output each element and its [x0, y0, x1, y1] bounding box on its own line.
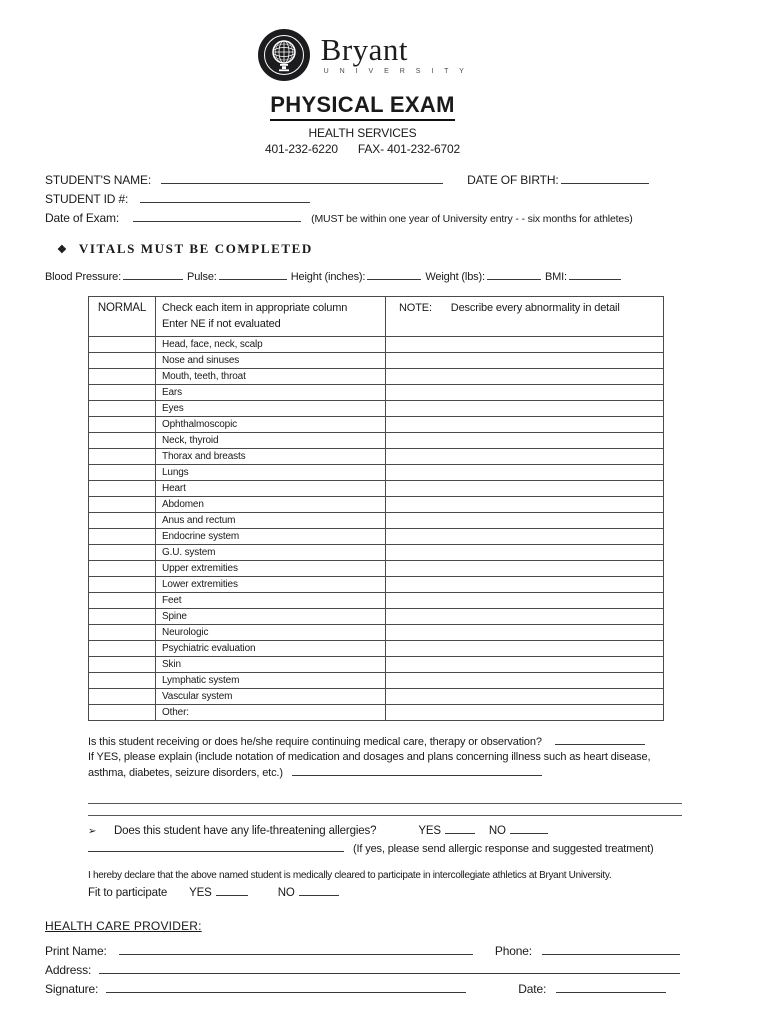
- university-logo: [45, 26, 680, 84]
- abnormality-note-cell[interactable]: [386, 529, 664, 545]
- allergy-detail-row: [88, 841, 682, 855]
- exam-item-label: Lower extremities: [156, 577, 386, 593]
- abnormality-note-cell[interactable]: [386, 417, 664, 433]
- allergy-note-text: (If yes, please send allergic response and suggested treatment): [353, 843, 654, 855]
- explanation-writing-line[interactable]: [88, 804, 682, 816]
- normal-check-cell[interactable]: [89, 513, 156, 529]
- student-id-row: [45, 190, 680, 208]
- university-subtitle: U N I V E R S I T Y: [323, 67, 469, 75]
- normal-column-header: NORMAL: [89, 297, 156, 337]
- blood-pressure-label: Blood Pressure:: [45, 271, 122, 283]
- normal-check-cell[interactable]: [89, 561, 156, 577]
- abnormality-note-cell[interactable]: [386, 561, 664, 577]
- abnormality-note-cell[interactable]: [386, 353, 664, 369]
- exam-table-row: [89, 625, 664, 641]
- exam-table: [88, 296, 664, 721]
- provider-signature-row: [45, 981, 680, 998]
- exam-table-row: [89, 529, 664, 545]
- exam-item-label: Ears: [156, 385, 386, 401]
- address-field[interactable]: [99, 963, 680, 974]
- allergy-question-row: [88, 823, 682, 837]
- exam-item-label: Mouth, teeth, throat: [156, 369, 386, 385]
- exam-table-row: [89, 497, 664, 513]
- normal-check-cell[interactable]: [89, 497, 156, 513]
- abnormality-note-cell[interactable]: [386, 337, 664, 353]
- abnormality-note-cell[interactable]: [386, 689, 664, 705]
- allergy-detail-field[interactable]: [88, 841, 344, 852]
- exam-table-row: [89, 593, 664, 609]
- date-of-birth-label: DATE OF BIRTH:: [467, 173, 559, 187]
- exam-date-field[interactable]: [133, 211, 301, 222]
- exam-table-row: [89, 673, 664, 689]
- item-header-line2: Enter NE if not evaluated: [162, 318, 281, 330]
- normal-check-cell[interactable]: [89, 625, 156, 641]
- signature-field[interactable]: [106, 982, 466, 993]
- allergy-question-text: Does this student have any life-threatening allergies?: [114, 825, 377, 837]
- contact-line: [45, 142, 680, 156]
- normal-check-cell[interactable]: [89, 545, 156, 561]
- vitals-row: [45, 269, 680, 283]
- exam-table-row: [89, 545, 664, 561]
- care-explain-text: If YES, please explain (include notation of medication and dosages and plans concerning illness such as heart disease, asthma, diabetes, seizure disorders, etc.): [88, 751, 651, 779]
- exam-table-row: [89, 609, 664, 625]
- date-label: Date:: [518, 982, 547, 996]
- exam-item-label: Other:: [156, 705, 386, 721]
- care-explain-line: [88, 750, 682, 781]
- exam-date-row: [45, 209, 680, 228]
- abnormality-note-cell[interactable]: [386, 513, 664, 529]
- abnormality-note-cell[interactable]: [386, 545, 664, 561]
- provider-heading: HEALTH CARE PROVIDER:: [45, 919, 202, 933]
- signature-label: Signature:: [45, 982, 99, 996]
- exam-item-label: Heart: [156, 481, 386, 497]
- continuing-care-question-text: Is this student receiving or does he/she require continuing medical care, therapy or observation?: [88, 736, 542, 748]
- exam-item-label: G.U. system: [156, 545, 386, 561]
- exam-item-label: Abdomen: [156, 497, 386, 513]
- normal-check-cell[interactable]: [89, 529, 156, 545]
- phone-number: 401-232-6220: [264, 142, 338, 156]
- abnormality-note-cell[interactable]: [386, 385, 664, 401]
- normal-check-cell[interactable]: [89, 465, 156, 481]
- explanation-writing-line[interactable]: [88, 792, 682, 804]
- declaration-text: I hereby declare that the above named student is medically cleared to participate in intercollegiate athletics at Bryant University.: [88, 870, 612, 881]
- abnormality-note-cell[interactable]: [386, 593, 664, 609]
- date-of-birth-field[interactable]: [561, 173, 649, 184]
- exam-table-row: [89, 337, 664, 353]
- allergy-yes-label: YES: [418, 825, 441, 837]
- normal-check-cell[interactable]: [89, 385, 156, 401]
- abnormality-note-cell[interactable]: [386, 609, 664, 625]
- height-label: Height (inches):: [290, 271, 366, 283]
- normal-check-cell[interactable]: [89, 337, 156, 353]
- exam-item-label: Neck, thyroid: [156, 433, 386, 449]
- weight-label: Weight (lbs):: [425, 271, 485, 283]
- normal-check-cell[interactable]: [89, 673, 156, 689]
- vitals-heading-text: VITALS MUST BE COMPLETED: [78, 241, 313, 256]
- exam-table-header-row: [89, 297, 664, 337]
- normal-check-cell[interactable]: [89, 401, 156, 417]
- exam-item-label: Anus and rectum: [156, 513, 386, 529]
- normal-check-cell[interactable]: [89, 369, 156, 385]
- student-id-field[interactable]: [140, 192, 310, 203]
- abnormality-note-cell[interactable]: [386, 657, 664, 673]
- bmi-field[interactable]: [569, 269, 621, 280]
- exam-table-row: [89, 705, 664, 721]
- exam-table-row: [89, 689, 664, 705]
- fit-label: Fit to participate: [88, 887, 168, 899]
- normal-check-cell[interactable]: [89, 593, 156, 609]
- provider-address-row: [45, 962, 680, 979]
- exam-date-label: Date of Exam:: [45, 211, 120, 225]
- bmi-label: BMI:: [544, 271, 567, 283]
- exam-table-row: [89, 449, 664, 465]
- normal-check-cell[interactable]: [89, 641, 156, 657]
- pulse-label: Pulse:: [187, 271, 217, 283]
- normal-check-cell[interactable]: [89, 353, 156, 369]
- exam-table-row: [89, 369, 664, 385]
- normal-check-cell[interactable]: [89, 481, 156, 497]
- exam-table-row: [89, 657, 664, 673]
- abnormality-note-cell[interactable]: [386, 625, 664, 641]
- arrow-bullet-icon: ➢: [88, 826, 97, 837]
- normal-check-cell[interactable]: [89, 689, 156, 705]
- address-label: Address:: [45, 963, 92, 977]
- exam-table-row: [89, 577, 664, 593]
- normal-check-cell[interactable]: [89, 577, 156, 593]
- exam-date-note: (MUST be within one year of University entry - - six months for athletes): [311, 213, 633, 225]
- exam-item-label: Thorax and breasts: [156, 449, 386, 465]
- abnormality-note-cell[interactable]: [386, 369, 664, 385]
- normal-check-cell[interactable]: [89, 433, 156, 449]
- exam-item-label: Skin: [156, 657, 386, 673]
- exam-item-label: Feet: [156, 593, 386, 609]
- abnormality-note-cell[interactable]: [386, 449, 664, 465]
- student-name-field[interactable]: [161, 173, 443, 184]
- fit-to-participate-row: [88, 885, 682, 899]
- student-name-row: [45, 171, 680, 189]
- weight-field[interactable]: [487, 269, 541, 280]
- form-title: PHYSICAL EXAM: [270, 92, 454, 121]
- exam-table-row: [89, 417, 664, 433]
- note-column-header: [386, 297, 664, 337]
- pulse-field[interactable]: [219, 269, 287, 280]
- exam-table-row: [89, 641, 664, 657]
- fit-no-label: NO: [277, 887, 295, 899]
- normal-check-cell[interactable]: [89, 417, 156, 433]
- height-field[interactable]: [367, 269, 421, 280]
- exam-item-label: Eyes: [156, 401, 386, 417]
- university-wordmark: [320, 32, 469, 75]
- provider-phone-label: Phone:: [494, 944, 532, 958]
- normal-check-cell[interactable]: [89, 705, 156, 721]
- print-name-label: Print Name:: [45, 944, 107, 958]
- bryant-seal-icon: [257, 28, 311, 82]
- continuing-care-question: [88, 734, 682, 750]
- allergy-yes-field[interactable]: [445, 823, 475, 834]
- date-field[interactable]: [556, 982, 666, 993]
- print-name-field[interactable]: [119, 944, 473, 955]
- exam-table-row: [89, 433, 664, 449]
- exam-table-row: [89, 385, 664, 401]
- student-id-label: STUDENT ID #:: [45, 192, 129, 206]
- provider-section: [45, 919, 680, 998]
- item-header-line1: Check each item in appropriate column: [162, 302, 348, 314]
- fit-yes-field[interactable]: [216, 885, 248, 896]
- diamond-bullet-icon: ❖: [57, 244, 67, 256]
- abnormality-note-cell[interactable]: [386, 705, 664, 721]
- provider-phone-field[interactable]: [542, 944, 680, 955]
- abnormality-note-cell[interactable]: [386, 641, 664, 657]
- blood-pressure-field[interactable]: [123, 269, 183, 280]
- form-header: [45, 26, 680, 156]
- abnormality-note-cell[interactable]: [386, 481, 664, 497]
- note-header-label: NOTE:: [399, 302, 432, 314]
- fit-no-field[interactable]: [299, 885, 339, 896]
- allergy-no-label: NO: [488, 825, 506, 837]
- exam-table-row: [89, 481, 664, 497]
- exam-item-label: Vascular system: [156, 689, 386, 705]
- exam-item-label: Lungs: [156, 465, 386, 481]
- exam-item-label: Psychiatric evaluation: [156, 641, 386, 657]
- normal-check-cell[interactable]: [89, 609, 156, 625]
- department-subtitle: HEALTH SERVICES: [308, 126, 417, 140]
- questions-section: [88, 734, 682, 899]
- exam-item-label: Ophthalmoscopic: [156, 417, 386, 433]
- exam-table-row: [89, 353, 664, 369]
- abnormality-note-cell[interactable]: [386, 433, 664, 449]
- exam-item-label: Lymphatic system: [156, 673, 386, 689]
- exam-item-label: Neurologic: [156, 625, 386, 641]
- abnormality-note-cell[interactable]: [386, 465, 664, 481]
- provider-name-row: [45, 943, 680, 960]
- abnormality-note-cell[interactable]: [386, 577, 664, 593]
- normal-check-cell[interactable]: [89, 449, 156, 465]
- exam-item-label: Endocrine system: [156, 529, 386, 545]
- exam-item-label: Head, face, neck, scalp: [156, 337, 386, 353]
- continuing-care-answer-field[interactable]: [555, 734, 645, 745]
- university-name: Bryant: [320, 32, 409, 68]
- student-name-label: STUDENT'S NAME:: [45, 173, 152, 187]
- normal-check-cell[interactable]: [89, 657, 156, 673]
- abnormality-note-cell[interactable]: [386, 401, 664, 417]
- item-column-header: [156, 297, 386, 337]
- exam-item-label: Spine: [156, 609, 386, 625]
- exam-table-row: [89, 401, 664, 417]
- student-info-section: [45, 171, 680, 228]
- exam-table-row: [89, 513, 664, 529]
- note-header-text: Describe every abnormality in detail: [450, 302, 620, 314]
- care-explain-field[interactable]: [292, 765, 542, 776]
- abnormality-note-cell[interactable]: [386, 673, 664, 689]
- exam-item-label: Nose and sinuses: [156, 353, 386, 369]
- exam-table-row: [89, 561, 664, 577]
- fax-number: FAX- 401-232-6702: [357, 142, 461, 156]
- allergy-no-field[interactable]: [510, 823, 548, 834]
- abnormality-note-cell[interactable]: [386, 497, 664, 513]
- vitals-heading: [57, 241, 680, 257]
- exam-table-row: [89, 465, 664, 481]
- exam-item-label: Upper extremities: [156, 561, 386, 577]
- fit-yes-label: YES: [189, 887, 212, 899]
